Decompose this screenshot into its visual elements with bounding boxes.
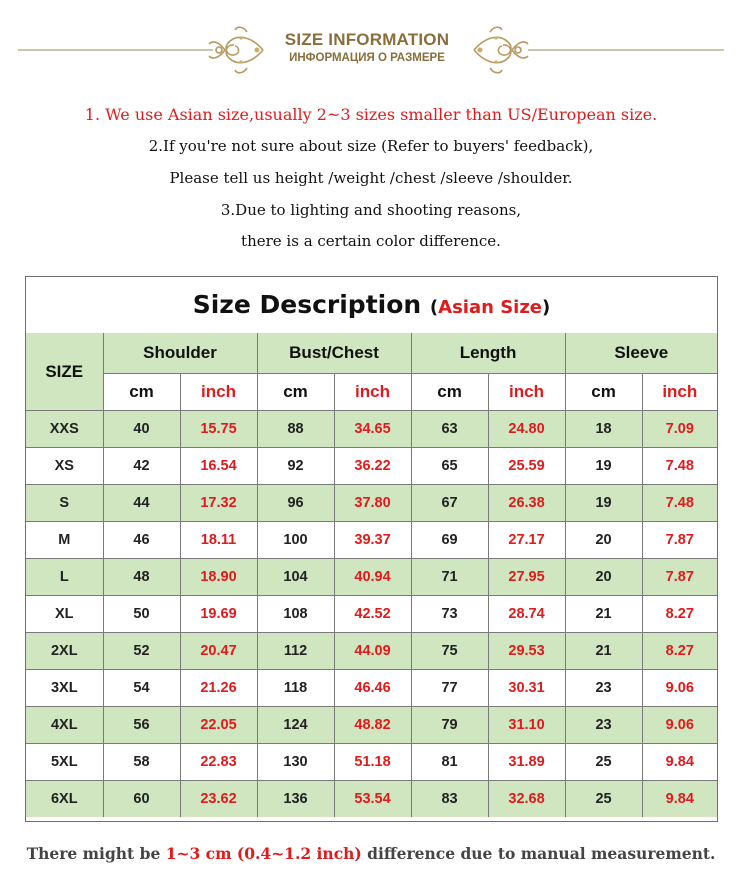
cell-shoulder-in: 18.11: [180, 522, 257, 559]
header-size: SIZE: [26, 333, 103, 411]
cell-sleeve-in: 7.87: [642, 522, 717, 559]
cell-size: XXS: [26, 411, 103, 448]
cell-bust-cm: 88: [257, 411, 334, 448]
cell-sleeve-cm: 21: [565, 596, 642, 633]
header-shoulder: Shoulder: [103, 333, 257, 374]
cell-length-cm: 77: [411, 670, 488, 707]
cell-length-in: 29.53: [488, 633, 565, 670]
cell-shoulder-cm: 52: [103, 633, 180, 670]
cell-size: L: [26, 559, 103, 596]
cell-length-in: 27.17: [488, 522, 565, 559]
table-row: [26, 707, 717, 744]
cell-sleeve-in: 9.06: [642, 670, 717, 707]
cell-sleeve-in: 9.84: [642, 781, 717, 818]
cell-bust-cm: 100: [257, 522, 334, 559]
unit-sleeve-inch: inch: [642, 374, 717, 411]
cell-shoulder-in: 15.75: [180, 411, 257, 448]
cell-length-cm: 71: [411, 559, 488, 596]
footer-pre: There might be: [26, 844, 166, 863]
cell-shoulder-cm: 60: [103, 781, 180, 818]
cell-shoulder-cm: 42: [103, 448, 180, 485]
cell-bust-cm: 92: [257, 448, 334, 485]
cell-length-in: 31.89: [488, 744, 565, 781]
table-row: [26, 559, 717, 596]
cell-sleeve-in: 7.48: [642, 448, 717, 485]
cell-shoulder-in: 20.47: [180, 633, 257, 670]
cell-bust-in: 40.94: [334, 559, 411, 596]
cell-shoulder-in: 23.62: [180, 781, 257, 818]
cell-size: 4XL: [26, 707, 103, 744]
unit-length-cm: cm: [411, 374, 488, 411]
cell-length-in: 32.68: [488, 781, 565, 818]
cell-bust-in: 42.52: [334, 596, 411, 633]
cell-length-cm: 83: [411, 781, 488, 818]
cell-length-cm: 75: [411, 633, 488, 670]
cell-length-in: 31.10: [488, 707, 565, 744]
cell-sleeve-in: 8.27: [642, 633, 717, 670]
table-row: [26, 744, 717, 781]
ornament-right-icon: [470, 22, 530, 78]
table-row: [26, 485, 717, 522]
cell-bust-in: 48.82: [334, 707, 411, 744]
cell-size: M: [26, 522, 103, 559]
cell-bust-cm: 118: [257, 670, 334, 707]
unit-bust-cm: cm: [257, 374, 334, 411]
cell-sleeve-in: 9.84: [642, 744, 717, 781]
table-title: [26, 277, 717, 334]
cell-bust-in: 46.46: [334, 670, 411, 707]
footer-highlight: 1~3 cm (0.4~1.2 inch): [165, 844, 362, 863]
cell-sleeve-in: 9.06: [642, 707, 717, 744]
unit-sleeve-cm: cm: [565, 374, 642, 411]
cell-shoulder-cm: 50: [103, 596, 180, 633]
cell-sleeve-in: 7.09: [642, 411, 717, 448]
cell-bust-cm: 96: [257, 485, 334, 522]
cell-size: XL: [26, 596, 103, 633]
cell-length-in: 30.31: [488, 670, 565, 707]
cell-bust-in: 39.37: [334, 522, 411, 559]
note-color-difference: there is a certain color difference.: [241, 232, 501, 250]
cell-sleeve-cm: 19: [565, 448, 642, 485]
cell-sleeve-cm: 25: [565, 781, 642, 818]
note-asian-size: 1. We use Asian size,usually 2~3 sizes smaller than US/European size.: [84, 105, 658, 124]
banner-divider-right: [528, 49, 724, 51]
cell-bust-in: 34.65: [334, 411, 411, 448]
cell-length-cm: 65: [411, 448, 488, 485]
cell-shoulder-cm: 44: [103, 485, 180, 522]
cell-bust-cm: 136: [257, 781, 334, 818]
cell-shoulder-cm: 40: [103, 411, 180, 448]
cell-shoulder-in: 21.26: [180, 670, 257, 707]
cell-shoulder-in: 17.32: [180, 485, 257, 522]
table-row: [26, 411, 717, 448]
cell-size: XS: [26, 448, 103, 485]
cell-sleeve-cm: 19: [565, 485, 642, 522]
table-header-row: [26, 333, 717, 374]
unit-shoulder-inch: inch: [180, 374, 257, 411]
note-size-unsure: 2.If you're not sure about size (Refer to buyers' feedback),: [148, 137, 594, 155]
cell-shoulder-cm: 54: [103, 670, 180, 707]
cell-size: 2XL: [26, 633, 103, 670]
size-table: [26, 333, 717, 817]
cell-size: 3XL: [26, 670, 103, 707]
cell-bust-in: 53.54: [334, 781, 411, 818]
header-sleeve: Sleeve: [565, 333, 717, 374]
cell-sleeve-cm: 20: [565, 522, 642, 559]
table-title-close-paren: ): [542, 297, 551, 318]
footer-note: [0, 844, 742, 863]
note-lighting: 3.Due to lighting and shooting reasons,: [220, 201, 522, 219]
table-title-open-paren: (: [429, 297, 439, 318]
cell-shoulder-in: 22.83: [180, 744, 257, 781]
table-row: [26, 596, 717, 633]
cell-shoulder-in: 22.05: [180, 707, 257, 744]
table-row: [26, 781, 717, 818]
header-bust: Bust/Chest: [257, 333, 411, 374]
unit-length-inch: inch: [488, 374, 565, 411]
cell-bust-cm: 130: [257, 744, 334, 781]
cell-length-cm: 69: [411, 522, 488, 559]
footer-post: difference due to manual measurement.: [361, 844, 716, 863]
cell-bust-cm: 112: [257, 633, 334, 670]
cell-shoulder-in: 16.54: [180, 448, 257, 485]
cell-bust-in: 37.80: [334, 485, 411, 522]
cell-length-in: 26.38: [488, 485, 565, 522]
cell-bust-in: 44.09: [334, 633, 411, 670]
cell-sleeve-cm: 18: [565, 411, 642, 448]
cell-shoulder-cm: 58: [103, 744, 180, 781]
cell-shoulder-in: 19.69: [180, 596, 257, 633]
table-title-note: Asian Size: [438, 297, 543, 318]
cell-length-in: 25.59: [488, 448, 565, 485]
cell-sleeve-cm: 20: [565, 559, 642, 596]
table-row: [26, 633, 717, 670]
cell-sleeve-in: 8.27: [642, 596, 717, 633]
cell-length-in: 24.80: [488, 411, 565, 448]
table-title-text: Size Description: [192, 290, 422, 319]
banner-divider-left: [18, 49, 213, 51]
unit-shoulder-cm: cm: [103, 374, 180, 411]
banner-subtitle: ИНФОРМАЦИЯ О РАЗМЕРЕ: [289, 52, 445, 64]
cell-shoulder-cm: 56: [103, 707, 180, 744]
cell-sleeve-cm: 25: [565, 744, 642, 781]
cell-shoulder-in: 18.90: [180, 559, 257, 596]
cell-bust-in: 51.18: [334, 744, 411, 781]
cell-length-cm: 63: [411, 411, 488, 448]
cell-sleeve-cm: 21: [565, 633, 642, 670]
cell-sleeve-cm: 23: [565, 707, 642, 744]
cell-bust-cm: 108: [257, 596, 334, 633]
banner-title: SIZE INFORMATION: [284, 30, 450, 49]
cell-shoulder-cm: 46: [103, 522, 180, 559]
cell-sleeve-in: 7.87: [642, 559, 717, 596]
cell-bust-cm: 124: [257, 707, 334, 744]
cell-length-cm: 73: [411, 596, 488, 633]
table-row: [26, 522, 717, 559]
cell-length-cm: 79: [411, 707, 488, 744]
cell-size: 6XL: [26, 781, 103, 818]
cell-size: S: [26, 485, 103, 522]
cell-length-cm: 81: [411, 744, 488, 781]
cell-size: 5XL: [26, 744, 103, 781]
cell-bust-in: 36.22: [334, 448, 411, 485]
cell-length-in: 28.74: [488, 596, 565, 633]
unit-bust-inch: inch: [334, 374, 411, 411]
table-row: [26, 670, 717, 707]
cell-shoulder-cm: 48: [103, 559, 180, 596]
cell-length-in: 27.95: [488, 559, 565, 596]
note-tell-measurements: Please tell us height /weight /chest /sleeve /shoulder.: [169, 169, 573, 187]
header-banner: [0, 0, 742, 100]
ornament-left-icon: [207, 22, 267, 78]
size-table-container: [25, 276, 718, 822]
cell-length-cm: 67: [411, 485, 488, 522]
table-unit-row: [26, 374, 717, 411]
cell-bust-cm: 104: [257, 559, 334, 596]
cell-sleeve-cm: 23: [565, 670, 642, 707]
header-length: Length: [411, 333, 565, 374]
table-row: [26, 448, 717, 485]
cell-sleeve-in: 7.48: [642, 485, 717, 522]
